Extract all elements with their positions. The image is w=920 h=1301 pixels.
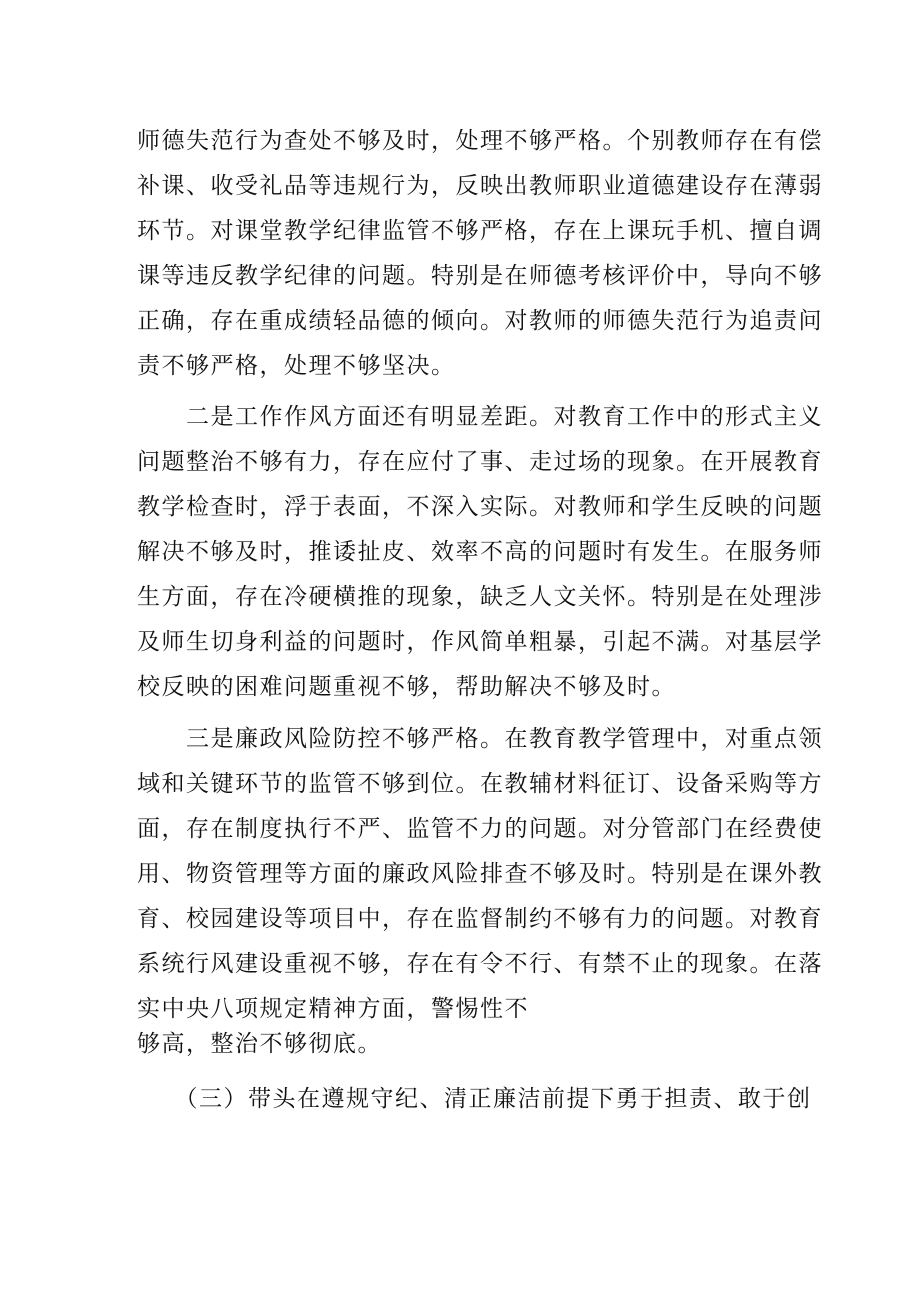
text-line: 环节。对课堂教学纪律监管不够严格，存在上课玩手机、擅自调 [137,218,823,244]
text-line: 校反映的困难问题重视不够，帮助解决不够及时。 [137,674,676,700]
text-line: 教学检查时，浮于表面，不深入实际。对教师和学生反映的问题 [137,494,823,520]
text-line: 补课、收受礼品等违规行为，反映出教师职业道德建设存在薄弱 [137,173,823,199]
text-line: 面，存在制度执行不严、监管不力的问题。对分管部门在经费使 [137,816,823,842]
text-line: 系统行风建设重视不够，存在有令不行、有禁不止的现象。在落 [137,951,823,977]
section-heading: （三）带头在遵规守纪、清正廉洁前提下勇于担责、敢于创 [137,1086,812,1112]
text-line: 育、校园建设等项目中，存在监督制约不够有力的问题。对教育 [137,906,823,932]
text-line: 师德失范行为查处不够及时，处理不够严格。个别教师存在有偿 [137,128,823,154]
text-line: 课等违反教学纪律的问题。特别是在师德考核评价中，导向不够 [137,263,823,289]
text-line: 够高，整治不够彻底。 [137,1031,382,1057]
body-text [137,0,823,1112]
text-line: 生方面，存在冷硬横推的现象，缺乏人文关怀。特别是在处理涉 [137,584,823,610]
text-line: 三是廉政风险防控不够严格。在教育教学管理中，对重点领 [137,726,823,752]
text-line: 域和关键环节的监管不够到位。在教辅材料征订、设备采购等方 [137,771,823,797]
text-line: 二是工作作风方面还有明显差距。对教育工作中的形式主义 [137,404,823,430]
text-line: 问题整治不够有力，存在应付了事、走过场的现象。在开展教育 [137,449,823,475]
text-line: 解决不够及时，推诿扯皮、效率不高的问题时有发生。在服务师 [137,539,823,565]
text-line: 正确，存在重成绩轻品德的倾向。对教师的师德失范行为追责问 [137,308,823,334]
text-line: 责不够严格，处理不够坚决。 [137,353,456,379]
text-line: 用、物资管理等方面的廉政风险排查不够及时。特别是在课外教 [137,861,823,887]
text-line: 及师生切身利益的问题时，作风简单粗暴，引起不满。对基层学 [137,629,823,655]
text-line: 实中央八项规定精神方面，警惕性不 [137,996,529,1022]
